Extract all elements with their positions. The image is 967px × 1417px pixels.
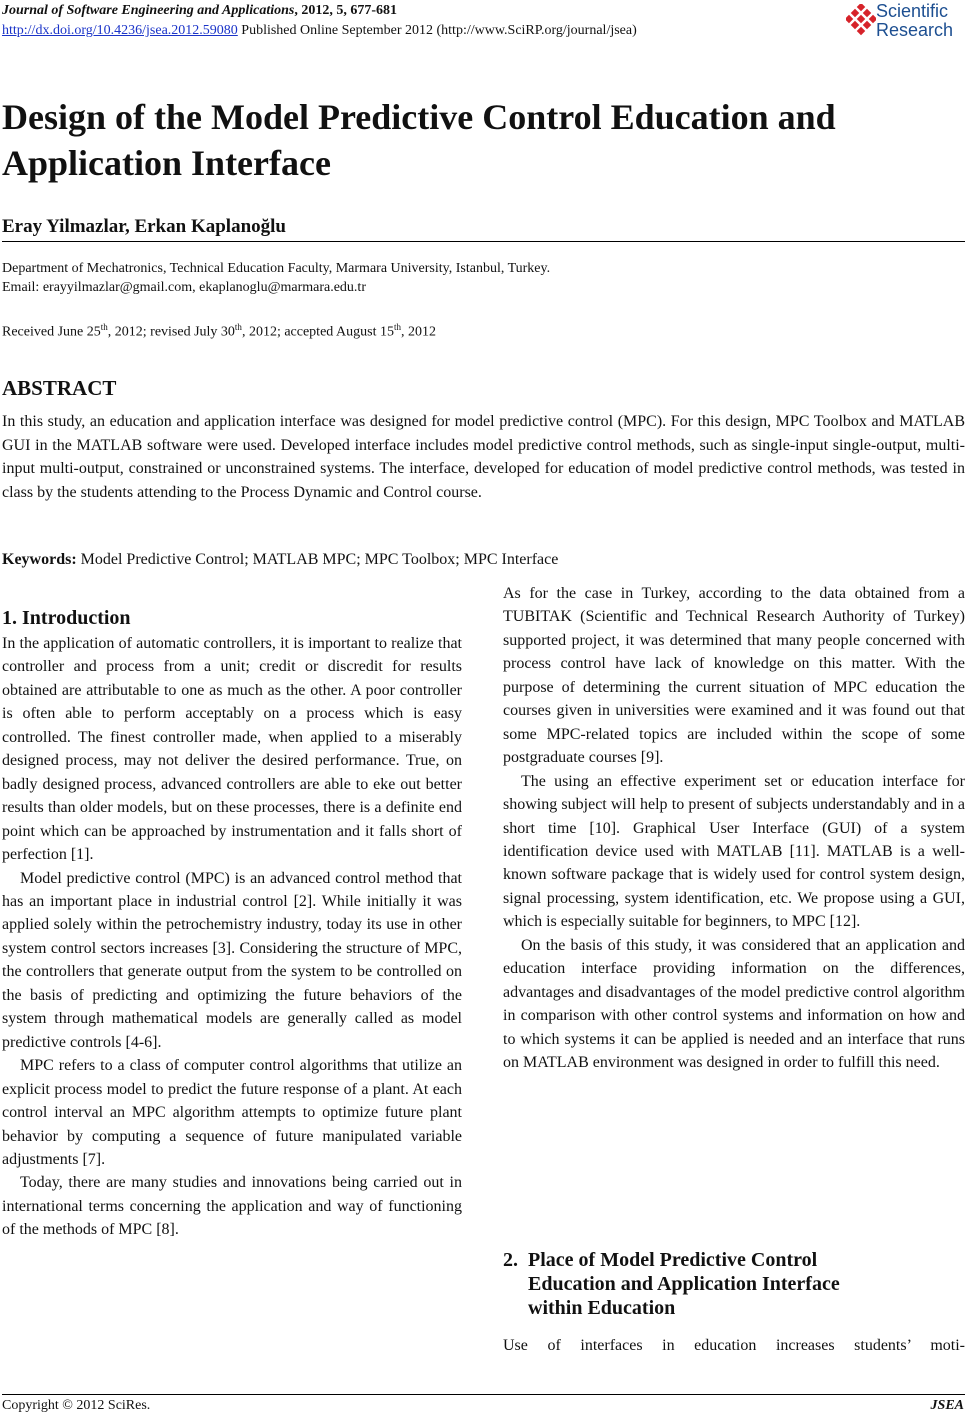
received-dates: Received June 25th, 2012; revised July 30th, 2012; accepted August 15th, 2012 — [2, 322, 436, 340]
keywords-list: Model Predictive Control; MATLAB MPC; MPC Toolbox; MPC Interface — [76, 551, 559, 568]
body-paragraph: MPC refers to a class of computer control algorithms that utilize an explicit process model to predict the future response of a plant. At each control interval an MPC algorithm attempts to optimize future plant behavior by computing a sequence of future manipulated variable adjustments [7]. — [2, 1057, 462, 1168]
keywords-label: Keywords: — [2, 551, 77, 568]
scientific-research-logo — [846, 0, 967, 44]
publication-line — [2, 22, 637, 40]
right-column — [503, 582, 965, 1075]
authors: Eray Yilmazlar, Erkan Kaplanoğlu — [2, 216, 286, 237]
abstract-heading: ABSTRACT — [2, 376, 117, 400]
journal-abbreviation: JSEA — [930, 1398, 964, 1413]
copyright: Copyright © 2012 SciRes. — [2, 1398, 151, 1413]
doi-link[interactable]: http://dx.doi.org/10.4236/jsea.2012.59080 — [2, 23, 238, 38]
journal-name: Journal of Software Engineering and Applications — [2, 3, 295, 18]
title-divider — [2, 241, 965, 242]
scirp-logo-icon — [846, 4, 876, 40]
body-paragraph: Model predictive control (MPC) is an advanced control method that has an important place in industrial control [2]. While initially it was applied solely within the petrochemistry industry, today its use in other system control sectors increases [3]. Considering the structure of MPC, the controllers that generate output from the system to be controlled on the basis of predicting and optimizing the future behaviors of the system through mathematical models are generally called as model predictive controls [4-6]. — [2, 869, 462, 1051]
published-online-text: Published Online September 2012 (http://www.SciRP.org/journal/jsea) — [237, 23, 637, 38]
body-paragraph: The using an effective experiment set or education interface for showing subject will help to present of subjects understandably and in a short time [10]. Graphical User Interface (GUI) of a system identification device used with MATLAB [11]. MATLAB is a well-known software package that is widely used for control system design, signal processing, system identification, etc. We propose using a GUI, which is especially suitable for beginners, to MPC [12]. — [503, 772, 965, 931]
section2-first-line: Use of interfaces in education increases students’ moti- — [503, 1337, 965, 1354]
journal-citation — [2, 2, 397, 20]
footer-divider — [2, 1394, 965, 1395]
abstract-text: In this study, an education and application interface was designed for model predictive control (MPC). For this design, MPC Toolbox and MATLAB GUI in the MATLAB software were used. Developed interface includes model predictive control methods, such as single-input single-output, multi-input multi-output, constrained or unconstrained systems. The interface, developed for education of model predictive control methods, was tested in class by the students attending to the Process Dynamic and Control course. — [2, 413, 965, 501]
section-heading-introduction: 1. Introduction — [2, 607, 131, 629]
section-number: 2. — [503, 1249, 518, 1271]
section-heading-place-of-mpc: 2. Place of Model Predictive Control Education and Application Interface within Education — [503, 1249, 840, 1319]
paper-title: Design of the Model Predictive Control Education and Application Interface — [2, 97, 836, 183]
logo-wordmark: Scientific Research — [876, 1, 954, 40]
affiliation: Department of Mechatronics, Technical Education Faculty, Marmara University, Istanbul, Turkey. — [2, 261, 551, 276]
body-paragraph: As for the case in Turkey, according to the data obtained from a TUBITAK (Scientific and Technical Research Authority of Turkey) supported project, it was determined that many people concerned with process control have lack of knowledge on this matter. With the purpose of determining the current situation of MPC education the courses given in universities were examined and it was found out that some MPC-related topics are included within the scope of some postgraduate courses [9]. — [503, 585, 965, 767]
author-emails: Email: erayyilmazlar@gmail.com, ekaplanoglu@marmara.edu.tr — [2, 280, 366, 295]
body-paragraph: Today, there are many studies and innovations being carried out in international terms concerning the application and way of functioning of the methods of MPC [8]. — [2, 1174, 462, 1239]
body-paragraph: On the basis of this study, it was considered that an application and education interface providing information on the differences, advantages and disadvantages of the model predictive control algorithm in comparison with other control systems and information on how and to which systems it can be applied is needed and an interface that runs on MATLAB environment was designed in order to fulfill this need. — [503, 936, 965, 1072]
journal-volume: , 2012, 5, 677-681 — [294, 3, 398, 18]
keywords — [2, 549, 558, 571]
body-paragraph: In the application of automatic controllers, it is important to realize that controller and process from a unit; credit or discredit for results obtained are attributable to one as much as the other. A poor controller is often able to perform acceptably on a process which is easy controlled. The finest controller made, when applied to a miserably designed process, may not deliver the desired performance. True, on badly designed process, advanced controllers are able to eke out better results than older models, but on these processes, there is a definite end point which can be approached by instrumentation and it falls short of perfection [1]. — [2, 635, 462, 864]
left-column — [2, 632, 462, 1242]
